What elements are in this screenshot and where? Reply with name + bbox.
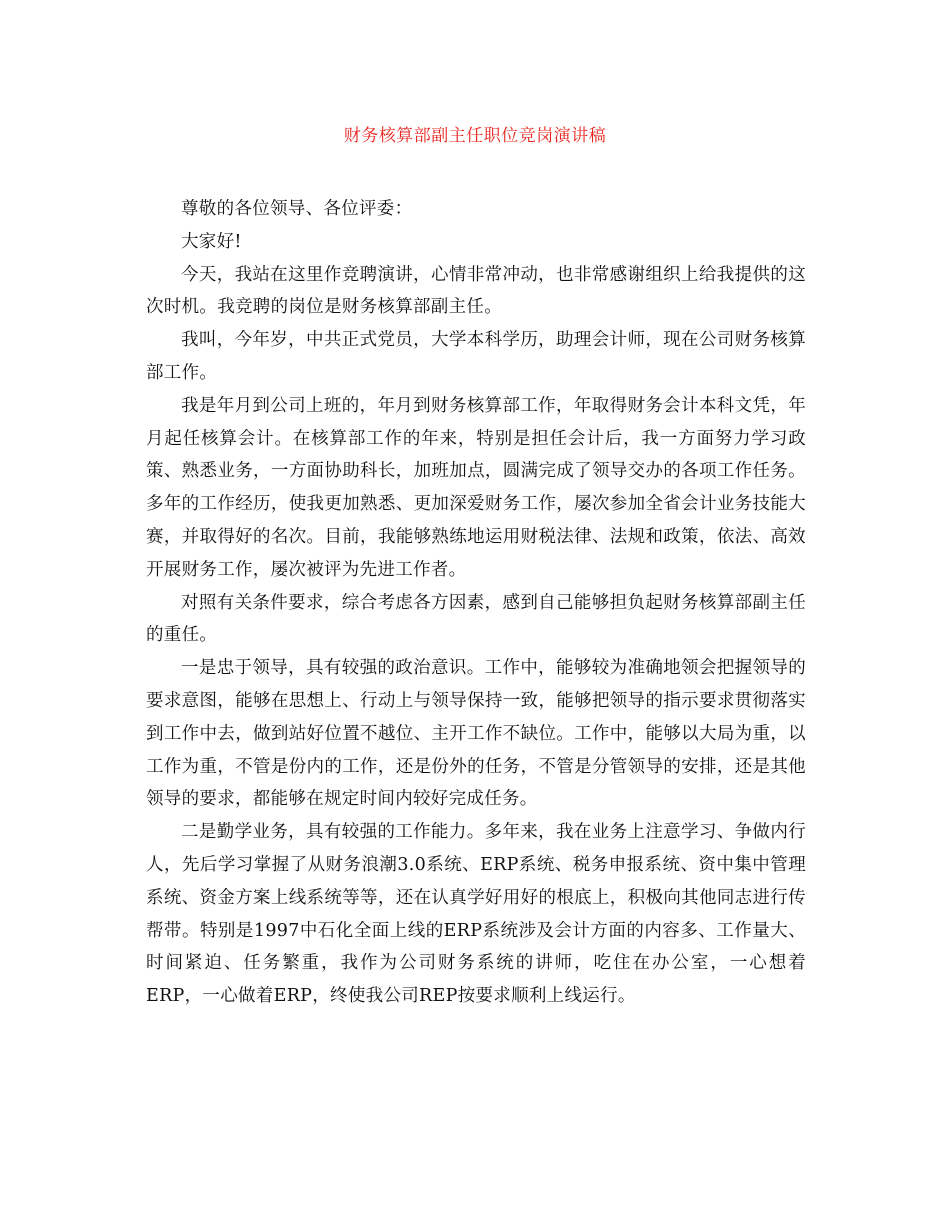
document-title: 财务核算部副主任职位竞岗演讲稿 (343, 126, 607, 146)
greeting: 大家好! (181, 231, 242, 252)
paragraph: 我是年月到公司上班的，年月到财务核算部工作，年取得财务会计本科文凭，年月起任核算会计。在核算部工作的年来，特别是担任会计后，我一方面努力学习政策、熟悉业务，一方面协助科长，加班加点，圆满完成了领导交办的各项工作任务。多年的工作经历，使我更加熟悉、更加深爱财务工作，屡次参加全省会计业务技能大赛，并取得好的名次。目前，我能够熟练地运用财税法律、法规和政策，依法、高效开展财务工作，屡次被评为先进工作者。 (146, 395, 806, 580)
document-body (146, 193, 806, 1013)
salutation: 尊敬的各位领导、各位评委： (181, 199, 413, 219)
paragraph: 对照有关条件要求，综合考虑各方因素，感到自己能够担负起财务核算部副主任的重任。 (146, 592, 806, 646)
paragraph: 一是忠于领导，具有较强的政治意识。工作中，能够较为准确地领会把握领导的要求意图，能够在思想上、行动上与领导保持一致，能够把领导的指示要求贯彻落实到工作中去，做到站好位置不越位、主开工作不缺位。工作中，能够以大局为重，以工作为重，不管是份内的工作，还是份外的任务，不管是分管领导的安排，还是其他领导的要求，都能够在规定时间内较好完成任务。 (146, 658, 806, 810)
paragraph: 我叫，今年岁，中共正式党员，大学本科学历，助理会计师，现在公司财务核算部工作。 (146, 330, 806, 383)
paragraph: 二是勤学业务，具有较强的工作能力。多年来，我在业务上注意学习、争做内行人，先后学习掌握了从财务浪潮3.0系统、ERP系统、税务申报系统、资中集中管理系统、资金方案上线系统等等，还在认真学好用好的根底上，积极向其他同志进行传帮带。特别是1997中石化全面上线的ERP系统涉及会计方面的内容多、工作量大、时间紧迫、任务繁重，我作为公司财务系统的讲师，吃住在办公室，一心想着ERP，一心做着ERP，终使我公司REP按要求顺利上线运行。 (146, 822, 806, 1007)
paragraph: 今天，我站在这里作竞聘演讲，心情非常冲动，也非常感谢组织上给我提供的这次时机。我竞聘的岗位是财务核算部副主任。 (146, 264, 806, 318)
